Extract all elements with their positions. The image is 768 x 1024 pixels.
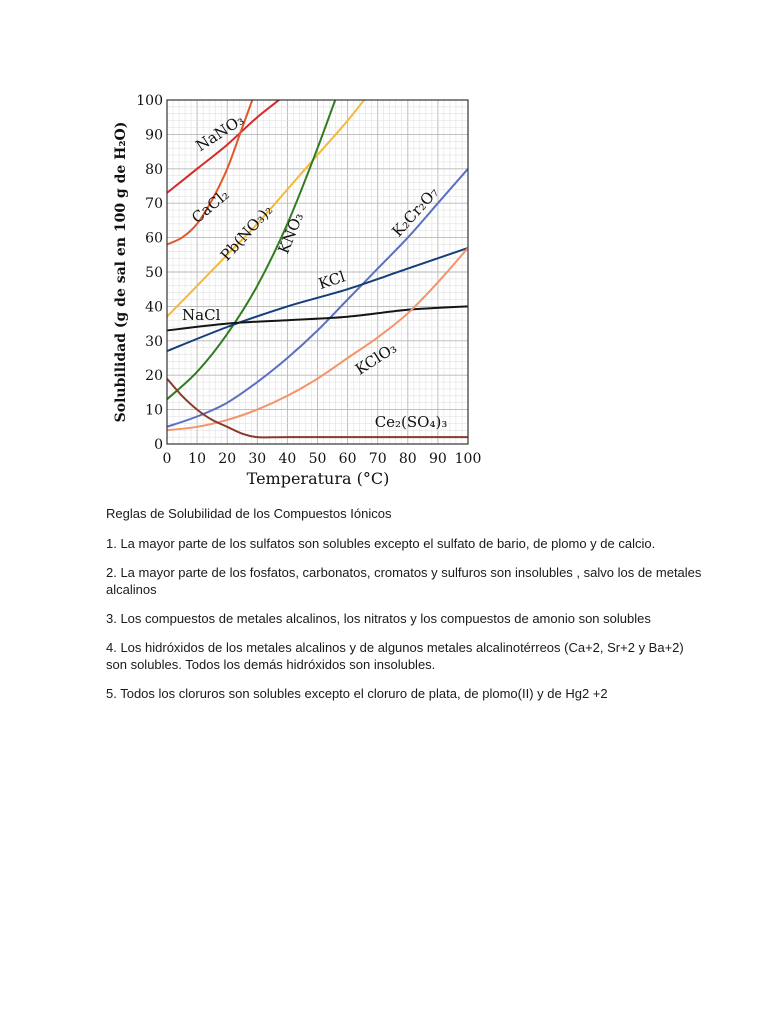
rule-1: 1. La mayor parte de los sulfatos son solubles excepto el sulfato de bario, de plomo y de calcio. [106,536,656,551]
series-label-kcl: KCl [316,267,348,294]
series-label-nacl: NaCl [182,306,221,325]
solubility-rules [106,506,706,714]
series-label-kno3: KNO₃ [274,210,308,257]
x-tick-label: 70 [368,451,387,467]
y-tick-label: 50 [145,265,163,281]
y-tick-label: 20 [145,368,163,385]
solubility-chart [100,84,500,494]
y-tick-label: 100 [136,93,163,109]
x-tick-label: 60 [338,451,357,467]
y-tick-label: 40 [145,299,163,316]
series-label-k2cr2o7: K₂Cr₂O₇ [388,183,443,241]
y-tick-label: 80 [145,161,163,178]
rules-heading: Reglas de Solubilidad de los Compuestos Iónicos [106,506,392,521]
y-tick-label: 90 [145,127,163,144]
x-tick-label: 100 [454,451,482,467]
x-tick-label: 20 [218,451,237,467]
y-tick-label: 0 [154,437,163,453]
y-tick-label: 30 [145,333,163,350]
x-tick-label: 0 [162,451,172,467]
x-tick-label: 50 [308,451,327,467]
y-tick-label: 70 [145,196,163,213]
rule-3: 3. Los compuestos de metales alcalinos, los nitratos y los compuestos de amonio son solubles [106,611,651,626]
y-tick-label: 60 [145,230,163,247]
rule-4: 4. Los hidróxidos de los metales alcalinos y de algunos metales alcalinotérreos (Ca+2, Sr+2 y Ba+2) son solubles. Todos los demás hidróxidos son insolubles. [106,640,684,672]
series-label-kclo3: KClO₃ [352,338,400,379]
x-tick-label: 90 [428,451,447,467]
series-label-ce2-so4-3: Ce₂(SO₄)₃ [374,412,448,431]
y-axis-title: Solubilidad (g de sal en 100 g de H₂O) [113,121,129,423]
x-tick-label: 30 [248,451,267,467]
rule-5: 5. Todos los cloruros son solubles excepto el cloruro de plata, de plomo(II) y de Hg2 +2 [106,686,608,701]
x-tick-label: 40 [278,451,297,467]
rule-2: 2. La mayor parte de los fosfatos, carbonatos, cromatos y sulfuros son insolubles , salvo los de metales alcalinos [106,565,702,597]
series-label-cacl2: CaCl₂ [188,185,233,227]
x-axis-title: Temperatura (°C) [246,469,390,488]
y-tick-label: 10 [145,402,163,419]
x-tick-label: 10 [188,451,207,467]
series-label-nano3: NaNO₃ [192,110,248,155]
x-tick-label: 80 [398,451,417,467]
series-label-pb-no3-2: Pb(NO₃)₂ [216,201,277,265]
